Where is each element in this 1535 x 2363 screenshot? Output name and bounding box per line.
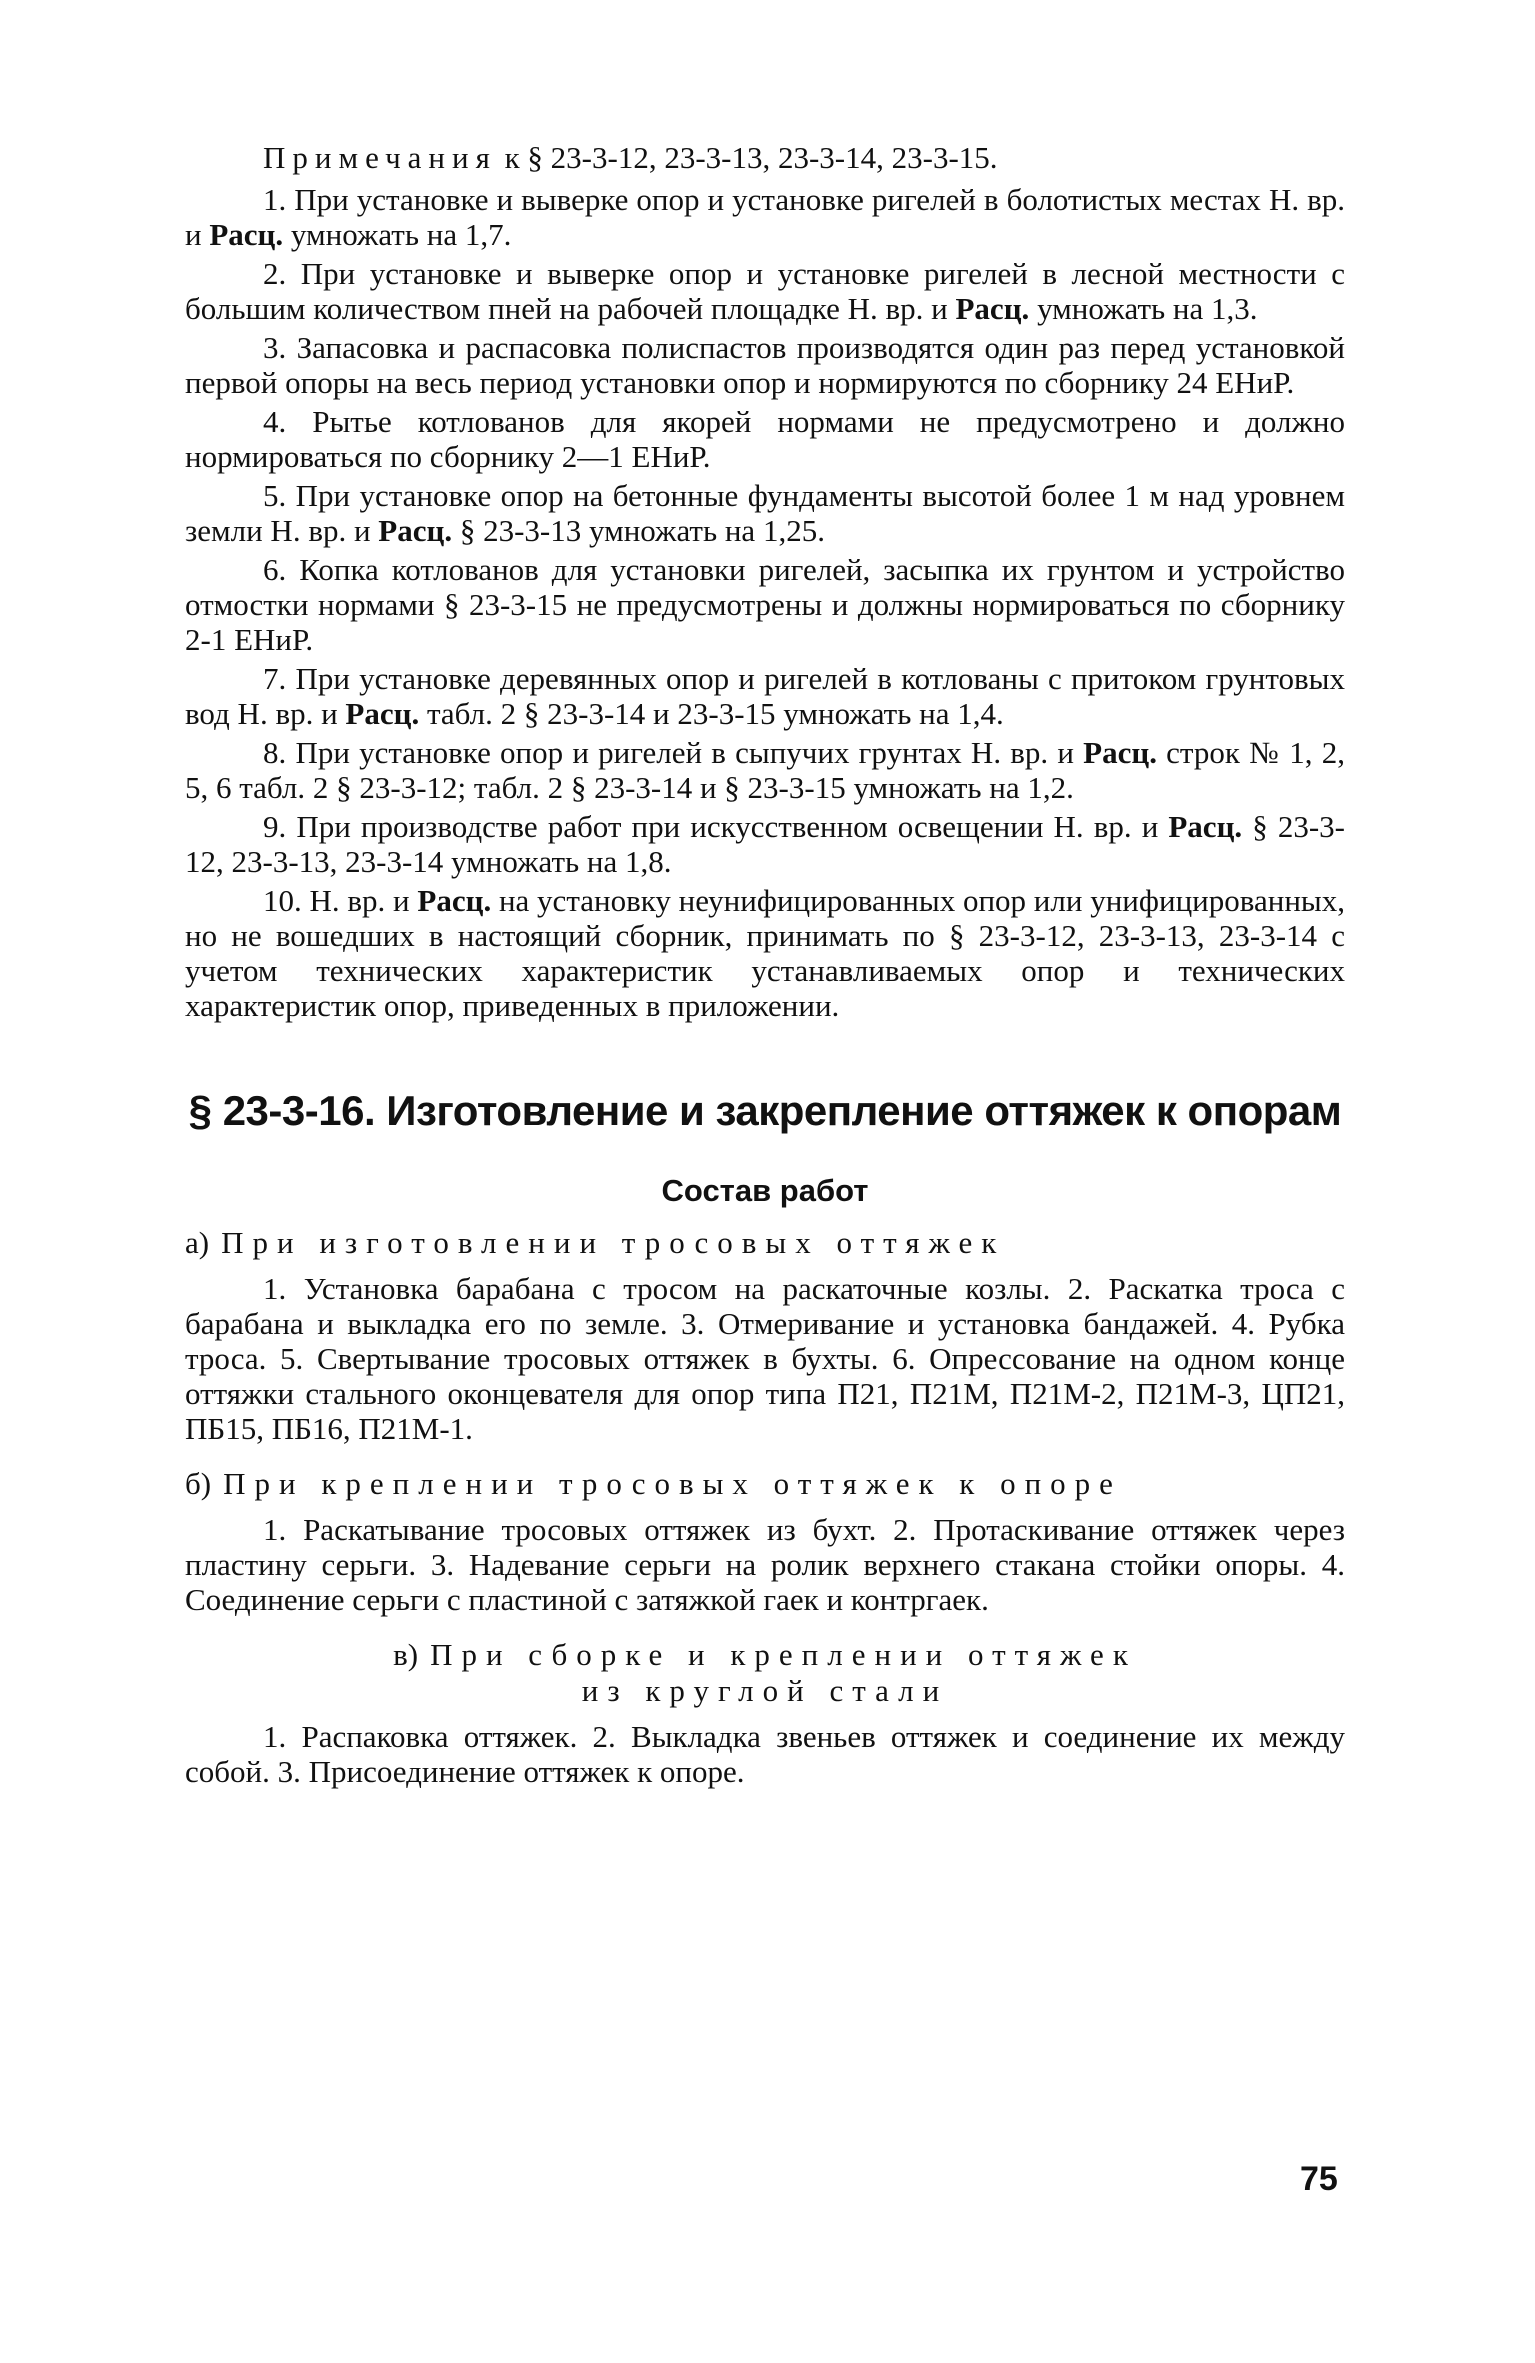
note-text: на установку неунифицированных опор или унифицированных, но не вошедших в настоящий сборник, принимать по § 23-3-12, 23-3-13, 23-3-14 с учетом технических характеристик устанавливаемых опор и технических характеристик опор, приведенных в приложении.: [185, 883, 1345, 1023]
note-text: 6. Копка котлованов для установки ригелей, засыпка их грунтом и устройство отмостки нормами § 23-3-15 не предусмотрены и должны нормироваться по сборнику 2-1 ЕНиР.: [185, 552, 1345, 657]
part-c-heading: [185, 1637, 1345, 1709]
part-b-text: 1. Раскатывание тросовых оттяжек из бухт. 2. Протаскивание оттяжек через пластину серьги. 3. Надевание серьги на ролик верхнего стакана стойки опоры. 4. Соединение серьги с пластиной с затяжкой гаек и контргаек.: [185, 1512, 1345, 1617]
part-label: б): [185, 1466, 212, 1501]
part-b-heading: [185, 1466, 1345, 1502]
part-title: При изготовлении тросовых оттяжек: [221, 1225, 1006, 1260]
note-item: [185, 256, 1345, 326]
note-text: 3. Запасовка и распасовка полиспастов производятся один раз перед установкой первой опоры на весь период установки опор и нормируются по сборнику 24 ЕНиР.: [185, 330, 1345, 400]
part-c-text: 1. Распаковка оттяжек. 2. Выкладка звеньев оттяжек и соединение их между собой. 3. Присоединение оттяжек к опоре.: [185, 1719, 1345, 1789]
note-text: 4. Рытье котлованов для якорей нормами не предусмотрено и должно нормироваться по сборнику 2—1 ЕНиР.: [185, 404, 1345, 474]
note-item: [185, 809, 1345, 879]
note-item: [185, 182, 1345, 252]
note-text: 8. При установке опор и ригелей в сыпучих грунтах Н. вр. и: [263, 735, 1084, 770]
note-text: умножать на 1,3.: [1029, 291, 1258, 326]
note-text: строк № 1, 2, 5, 6 табл. 2 § 23-3-12; табл. 2 § 23-3-14 и § 23-3-15 умножать на 1,2.: [185, 735, 1346, 805]
note-text: 5. При установке опор на бетонные фундаменты высотой более 1 м над уровнем земли Н. вр. и: [185, 478, 1345, 548]
note-item: [185, 330, 1345, 400]
note-text: 9. При производстве работ при искусственном освещении Н. вр. и: [263, 809, 1169, 844]
note-item: [185, 552, 1345, 657]
note-item: [185, 883, 1345, 1023]
note-bold: Расц.: [955, 291, 1030, 326]
note-text: 10. Н. вр. и: [263, 883, 418, 918]
notes-title-rest: к § 23-3-12, 23-3-13, 23-3-14, 23-3-15.: [504, 140, 998, 175]
part-label: а): [185, 1225, 210, 1260]
note-bold: Расц.: [209, 217, 284, 252]
page-number: 75: [1300, 2160, 1338, 2198]
note-text: 2. При установке и выверке опор и установке ригелей в лесной местности с большим количеством пней на рабочей площадке Н. вр. и: [185, 256, 1345, 326]
note-bold: Расц.: [417, 883, 492, 918]
note-text: § 23-3-13 умножать на 1,25.: [452, 513, 825, 548]
note-item: [185, 661, 1345, 731]
part-a-text: 1. Установка барабана с тросом на раскаточные козлы. 2. Раскатка троса с барабана и выкладка его по земле. 3. Отмеривание и установка бандажей. 4. Рубка троса. 5. Свертывание тросовых оттяжек в бухты. 6. Опрессование на одном конце оттяжки стального оконцевателя для опор типа П21, П21М, П21М-2, П21М-3, ЦП21, ПБ15, ПБ16, П21М-1.: [185, 1271, 1345, 1446]
note-bold: Расц.: [1083, 735, 1157, 770]
part-title-line2: из круглой стали: [581, 1673, 949, 1708]
part-label: в): [393, 1637, 419, 1672]
part-a-heading: [185, 1225, 1345, 1261]
part-title: При сборке и креплении оттяжек: [430, 1637, 1137, 1672]
note-text: § 23-3-12, 23-3-13, 23-3-14 умножать на 1,8.: [185, 809, 1345, 879]
page-content: [185, 140, 1345, 1809]
note-bold: Расц.: [345, 696, 420, 731]
note-bold: Расц.: [378, 513, 453, 548]
note-item: [185, 404, 1345, 474]
notes-title: [185, 140, 1345, 176]
section-heading: § 23-3-16. Изготовление и закрепление оттяжек к опорам: [188, 1087, 1342, 1134]
part-title: При креплении тросовых оттяжек к опоре: [223, 1466, 1122, 1501]
note-text: умножать на 1,7.: [283, 217, 512, 252]
section-subheading: Состав работ: [661, 1173, 869, 1208]
note-item: [185, 478, 1345, 548]
note-text: табл. 2 § 23-3-14 и 23-3-15 умножать на 1,4.: [419, 696, 1004, 731]
notes-title-label: Примечания: [263, 140, 497, 175]
note-text: 1. При установке и выверке опор и установке ригелей в болотистых местах Н. вр. и: [185, 182, 1345, 252]
note-item: [185, 735, 1345, 805]
note-bold: Расц.: [1168, 809, 1243, 844]
note-text: 7. При установке деревянных опор и ригелей в котлованы с притоком грунтовых вод Н. вр. и: [185, 661, 1345, 731]
